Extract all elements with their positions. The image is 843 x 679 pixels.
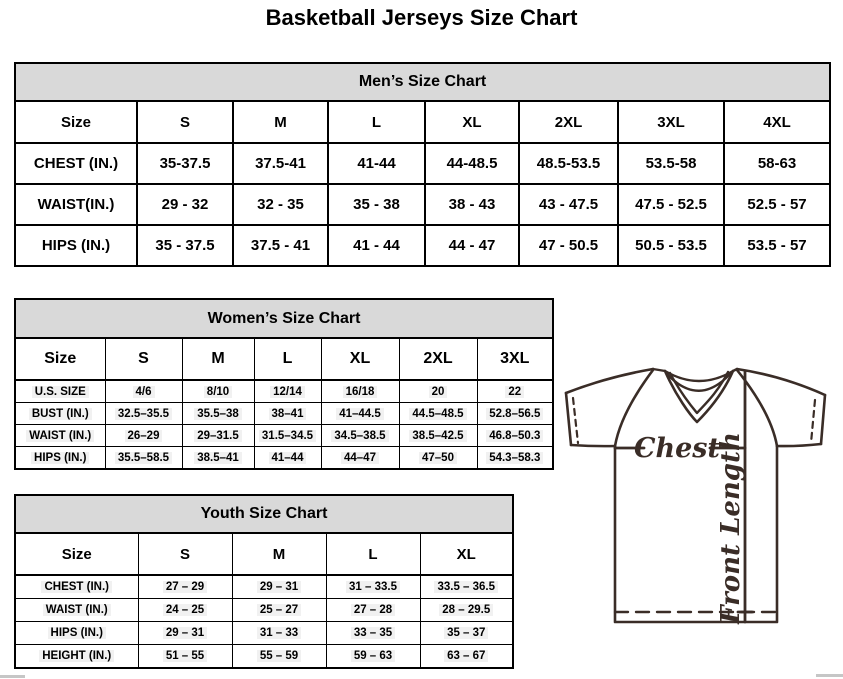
row-label: WAIST (IN.)	[15, 425, 105, 447]
cell-value: 33.5 – 36.5	[420, 575, 513, 599]
column-header: 3XL	[477, 338, 553, 380]
column-header: S	[105, 338, 182, 380]
cell-value: 47 - 50.5	[519, 225, 618, 266]
cell-value: 25 – 27	[232, 599, 326, 622]
column-header: L	[326, 533, 420, 575]
column-header: XL	[420, 533, 513, 575]
cell-value: 43 - 47.5	[519, 184, 618, 225]
cell-value: 29 – 31	[232, 575, 326, 599]
cell-value: 35 - 38	[328, 184, 425, 225]
jersey-measurement-diagram	[552, 360, 842, 636]
cell-value: 31 – 33	[232, 622, 326, 645]
column-header: S	[138, 533, 232, 575]
left-cuff-dashed-line	[573, 398, 578, 443]
row-label: CHEST (IN.)	[15, 575, 138, 599]
cell-value: 53.5-58	[618, 143, 724, 184]
column-header: 4XL	[724, 101, 830, 143]
jersey-body	[615, 446, 777, 622]
womens-column-header-row	[15, 338, 553, 380]
column-header: Size	[15, 533, 138, 575]
table-row	[15, 622, 513, 645]
column-header: 3XL	[618, 101, 724, 143]
mens-column-header-row	[15, 101, 830, 143]
cell-value: 38–41	[254, 403, 321, 425]
cell-value: 28 – 29.5	[420, 599, 513, 622]
table-row	[15, 380, 553, 403]
row-label: CHEST (IN.)	[15, 143, 137, 184]
column-header: L	[328, 101, 425, 143]
cell-value: 26–29	[105, 425, 182, 447]
jersey-right-sleeve	[737, 369, 825, 446]
column-header: 2XL	[399, 338, 477, 380]
cell-value: 38.5–42.5	[399, 425, 477, 447]
right-cuff-dashed-line	[811, 400, 815, 443]
table-row	[15, 225, 830, 266]
mens-table-body	[15, 143, 830, 266]
youth-table-body	[15, 575, 513, 668]
row-label: HIPS (IN.)	[15, 622, 138, 645]
cell-value: 4/6	[105, 380, 182, 403]
column-header: M	[232, 533, 326, 575]
cell-value: 41–44	[254, 447, 321, 470]
cell-value: 37.5 - 41	[233, 225, 328, 266]
cell-value: 47–50	[399, 447, 477, 470]
youth-table-title: Youth Size Chart	[15, 495, 513, 533]
cell-value: 51 – 55	[138, 645, 232, 669]
mens-table-title: Men’s Size Chart	[15, 63, 830, 101]
cell-value: 32.5–35.5	[105, 403, 182, 425]
cell-value: 38.5–41	[182, 447, 254, 470]
cell-value: 35 - 37.5	[137, 225, 233, 266]
column-header: 2XL	[519, 101, 618, 143]
cell-value: 27 – 29	[138, 575, 232, 599]
youth-table-title-row	[15, 495, 513, 533]
table-row	[15, 645, 513, 669]
column-header: Size	[15, 101, 137, 143]
cell-value: 8/10	[182, 380, 254, 403]
scrollbar-fragment-right[interactable]	[816, 674, 843, 677]
cell-value: 53.5 - 57	[724, 225, 830, 266]
scrollbar-fragment-left[interactable]	[0, 675, 25, 678]
cell-value: 35.5–38	[182, 403, 254, 425]
table-row	[15, 425, 553, 447]
cell-value: 22	[477, 380, 553, 403]
cell-value: 38 - 43	[425, 184, 519, 225]
column-header: L	[254, 338, 321, 380]
cell-value: 29–31.5	[182, 425, 254, 447]
cell-value: 20	[399, 380, 477, 403]
womens-table-title-row	[15, 299, 553, 338]
row-label: HIPS (IN.)	[15, 447, 105, 470]
cell-value: 58-63	[724, 143, 830, 184]
cell-value: 32 - 35	[233, 184, 328, 225]
table-row	[15, 143, 830, 184]
womens-table-body	[15, 380, 553, 469]
front-length-label: Front Length	[716, 432, 746, 624]
cell-value: 35.5–58.5	[105, 447, 182, 470]
cell-value: 44 - 47	[425, 225, 519, 266]
column-header: XL	[321, 338, 399, 380]
table-row	[15, 575, 513, 599]
cell-value: 41 - 44	[328, 225, 425, 266]
cell-value: 50.5 - 53.5	[618, 225, 724, 266]
womens-size-chart-table	[14, 298, 554, 470]
cell-value: 54.3–58.3	[477, 447, 553, 470]
page-title: Basketball Jerseys Size Chart	[265, 5, 578, 30]
cell-value: 33 – 35	[326, 622, 420, 645]
cell-value: 47.5 - 52.5	[618, 184, 724, 225]
table-row	[15, 599, 513, 622]
row-label: WAIST (IN.)	[15, 599, 138, 622]
column-header: Size	[15, 338, 105, 380]
column-header: M	[233, 101, 328, 143]
cell-value: 29 - 32	[137, 184, 233, 225]
table-row	[15, 403, 553, 425]
cell-value: 12/14	[254, 380, 321, 403]
cell-value: 31 – 33.5	[326, 575, 420, 599]
cell-value: 24 – 25	[138, 599, 232, 622]
jersey-v-neck-collar	[653, 369, 737, 422]
mens-size-chart-table	[14, 62, 831, 267]
row-label: BUST (IN.)	[15, 403, 105, 425]
cell-value: 44–47	[321, 447, 399, 470]
column-header: XL	[425, 101, 519, 143]
cell-value: 41-44	[328, 143, 425, 184]
cell-value: 44-48.5	[425, 143, 519, 184]
cell-value: 29 – 31	[138, 622, 232, 645]
youth-size-chart-table	[14, 494, 514, 669]
womens-table-title: Women’s Size Chart	[15, 299, 553, 338]
row-label: HIPS (IN.)	[15, 225, 137, 266]
cell-value: 35-37.5	[137, 143, 233, 184]
row-label: U.S. SIZE	[15, 380, 105, 403]
cell-value: 52.8–56.5	[477, 403, 553, 425]
cell-value: 34.5–38.5	[321, 425, 399, 447]
cell-value: 55 – 59	[232, 645, 326, 669]
cell-value: 63 – 67	[420, 645, 513, 669]
cell-value: 52.5 - 57	[724, 184, 830, 225]
cell-value: 48.5-53.5	[519, 143, 618, 184]
mens-table-title-row	[15, 63, 830, 101]
cell-value: 27 – 28	[326, 599, 420, 622]
youth-column-header-row	[15, 533, 513, 575]
row-label: WAIST(IN.)	[15, 184, 137, 225]
table-row	[15, 184, 830, 225]
cell-value: 31.5–34.5	[254, 425, 321, 447]
cell-value: 41–44.5	[321, 403, 399, 425]
table-row	[15, 447, 553, 470]
cell-value: 35 – 37	[420, 622, 513, 645]
column-header: M	[182, 338, 254, 380]
cell-value: 16/18	[321, 380, 399, 403]
chest-label: Chest	[634, 433, 720, 464]
cell-value: 46.8–50.3	[477, 425, 553, 447]
cell-value: 37.5-41	[233, 143, 328, 184]
column-header: S	[137, 101, 233, 143]
cell-value: 59 – 63	[326, 645, 420, 669]
row-label: HEIGHT (IN.)	[15, 645, 138, 669]
cell-value: 44.5–48.5	[399, 403, 477, 425]
